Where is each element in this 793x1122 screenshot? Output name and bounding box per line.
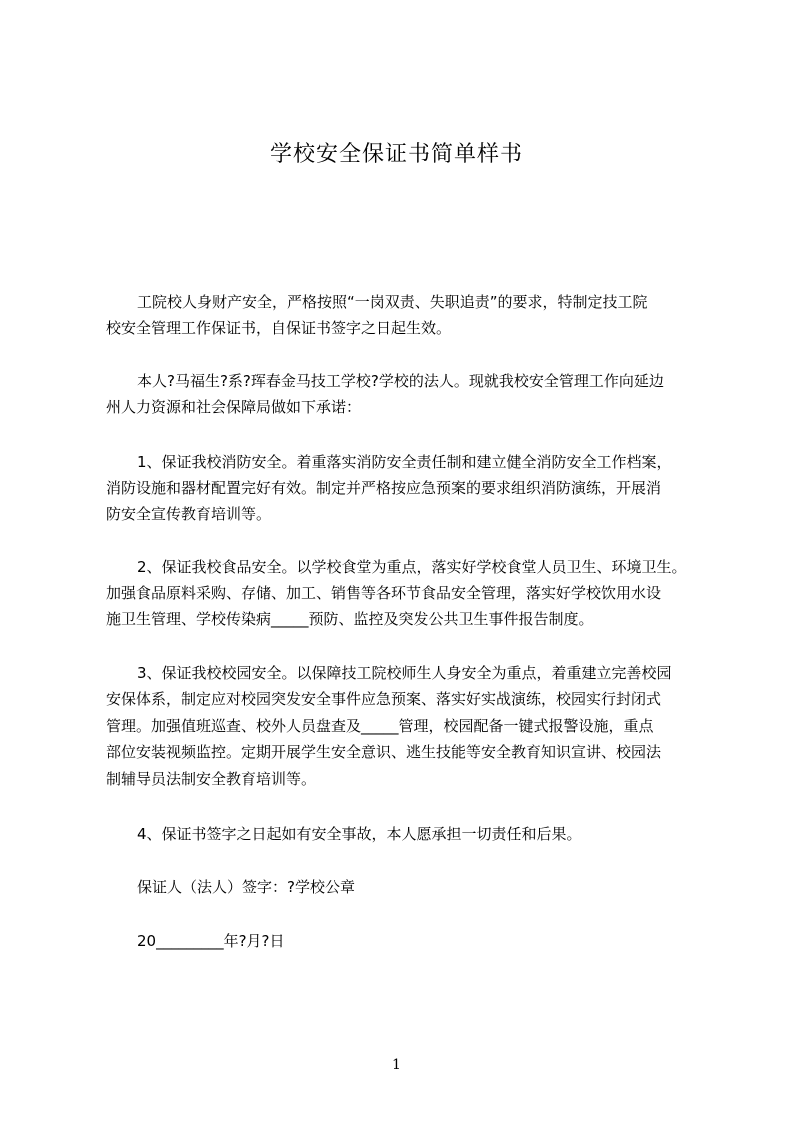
paragraph-5-line-1: 3、保证我校校园安全。以保障技工院校师生人身安全为重点，着重建立完善校园 xyxy=(137,664,672,682)
document-title: 学校安全保证书简单样书 xyxy=(269,142,523,167)
page-number: 1 xyxy=(392,1057,401,1073)
paragraph-4-line-1: 2、保证我校食品安全。以学校食堂为重点，落实好学校食堂人员卫生、环境卫生。 xyxy=(137,558,687,576)
paragraph-1-line-1: 工院校人身财产安全，严格按照“一岗双责、失职追责”的要求，特制定技工院 xyxy=(137,293,648,311)
paragraph-3-line-2: 消防设施和器材配置完好有效。制定并严格按应急预案的要求组织消防演练，开展消 xyxy=(106,479,662,497)
paragraph-3-line-3: 防安全宣传教育培训等。 xyxy=(106,505,272,523)
paragraph-4-line-3: 施卫生管理、学校传染病_____预防、监控及突发公共卫生事件报告制度。 xyxy=(106,610,594,628)
paragraph-5-line-4: 部位安装视频监控。定期开展学生安全意识、逃生技能等安全教育知识宣讲、校园法 xyxy=(106,743,662,761)
paragraph-1-line-2: 校安全管理工作保证书，自保证书签字之日起生效。 xyxy=(106,319,452,337)
paragraph-5-line-5: 制辅导员法制安全教育培训等。 xyxy=(106,770,317,788)
paragraph-4-line-2: 加强食品原料采购、存储、加工、销售等各环节食品安全管理，落实好学校饮用水设 xyxy=(106,584,662,602)
paragraph-2-line-1: 本人?马福生?系?珲春金马技工学校?学校的法人。现就我校安全管理工作向延边 xyxy=(137,372,664,390)
paragraph-2-line-2: 州人力资源和社会保障局做如下承诺： xyxy=(106,398,362,416)
paragraph-3-line-1: 1、保证我校消防安全。着重落实消防安全责任制和建立健全消防安全工作档案， xyxy=(137,453,672,471)
signature-line: 保证人（法人）签字：?学校公章 xyxy=(137,878,355,896)
paragraph-5-line-3: 管理。加强值班巡查、校外人员盘查及_____管理，校园配备一键式报警设施，重点 xyxy=(106,717,654,735)
date-line: 20_________年?月?日 xyxy=(137,932,285,950)
paragraph-5-line-2: 安保体系，制定应对校园突发安全事件应急预案、落实好实战演练，校园实行封闭式 xyxy=(106,690,662,708)
paragraph-6-line-1: 4、保证书签字之日起如有安全事故，本人愿承担一切责任和后果。 xyxy=(137,825,582,843)
